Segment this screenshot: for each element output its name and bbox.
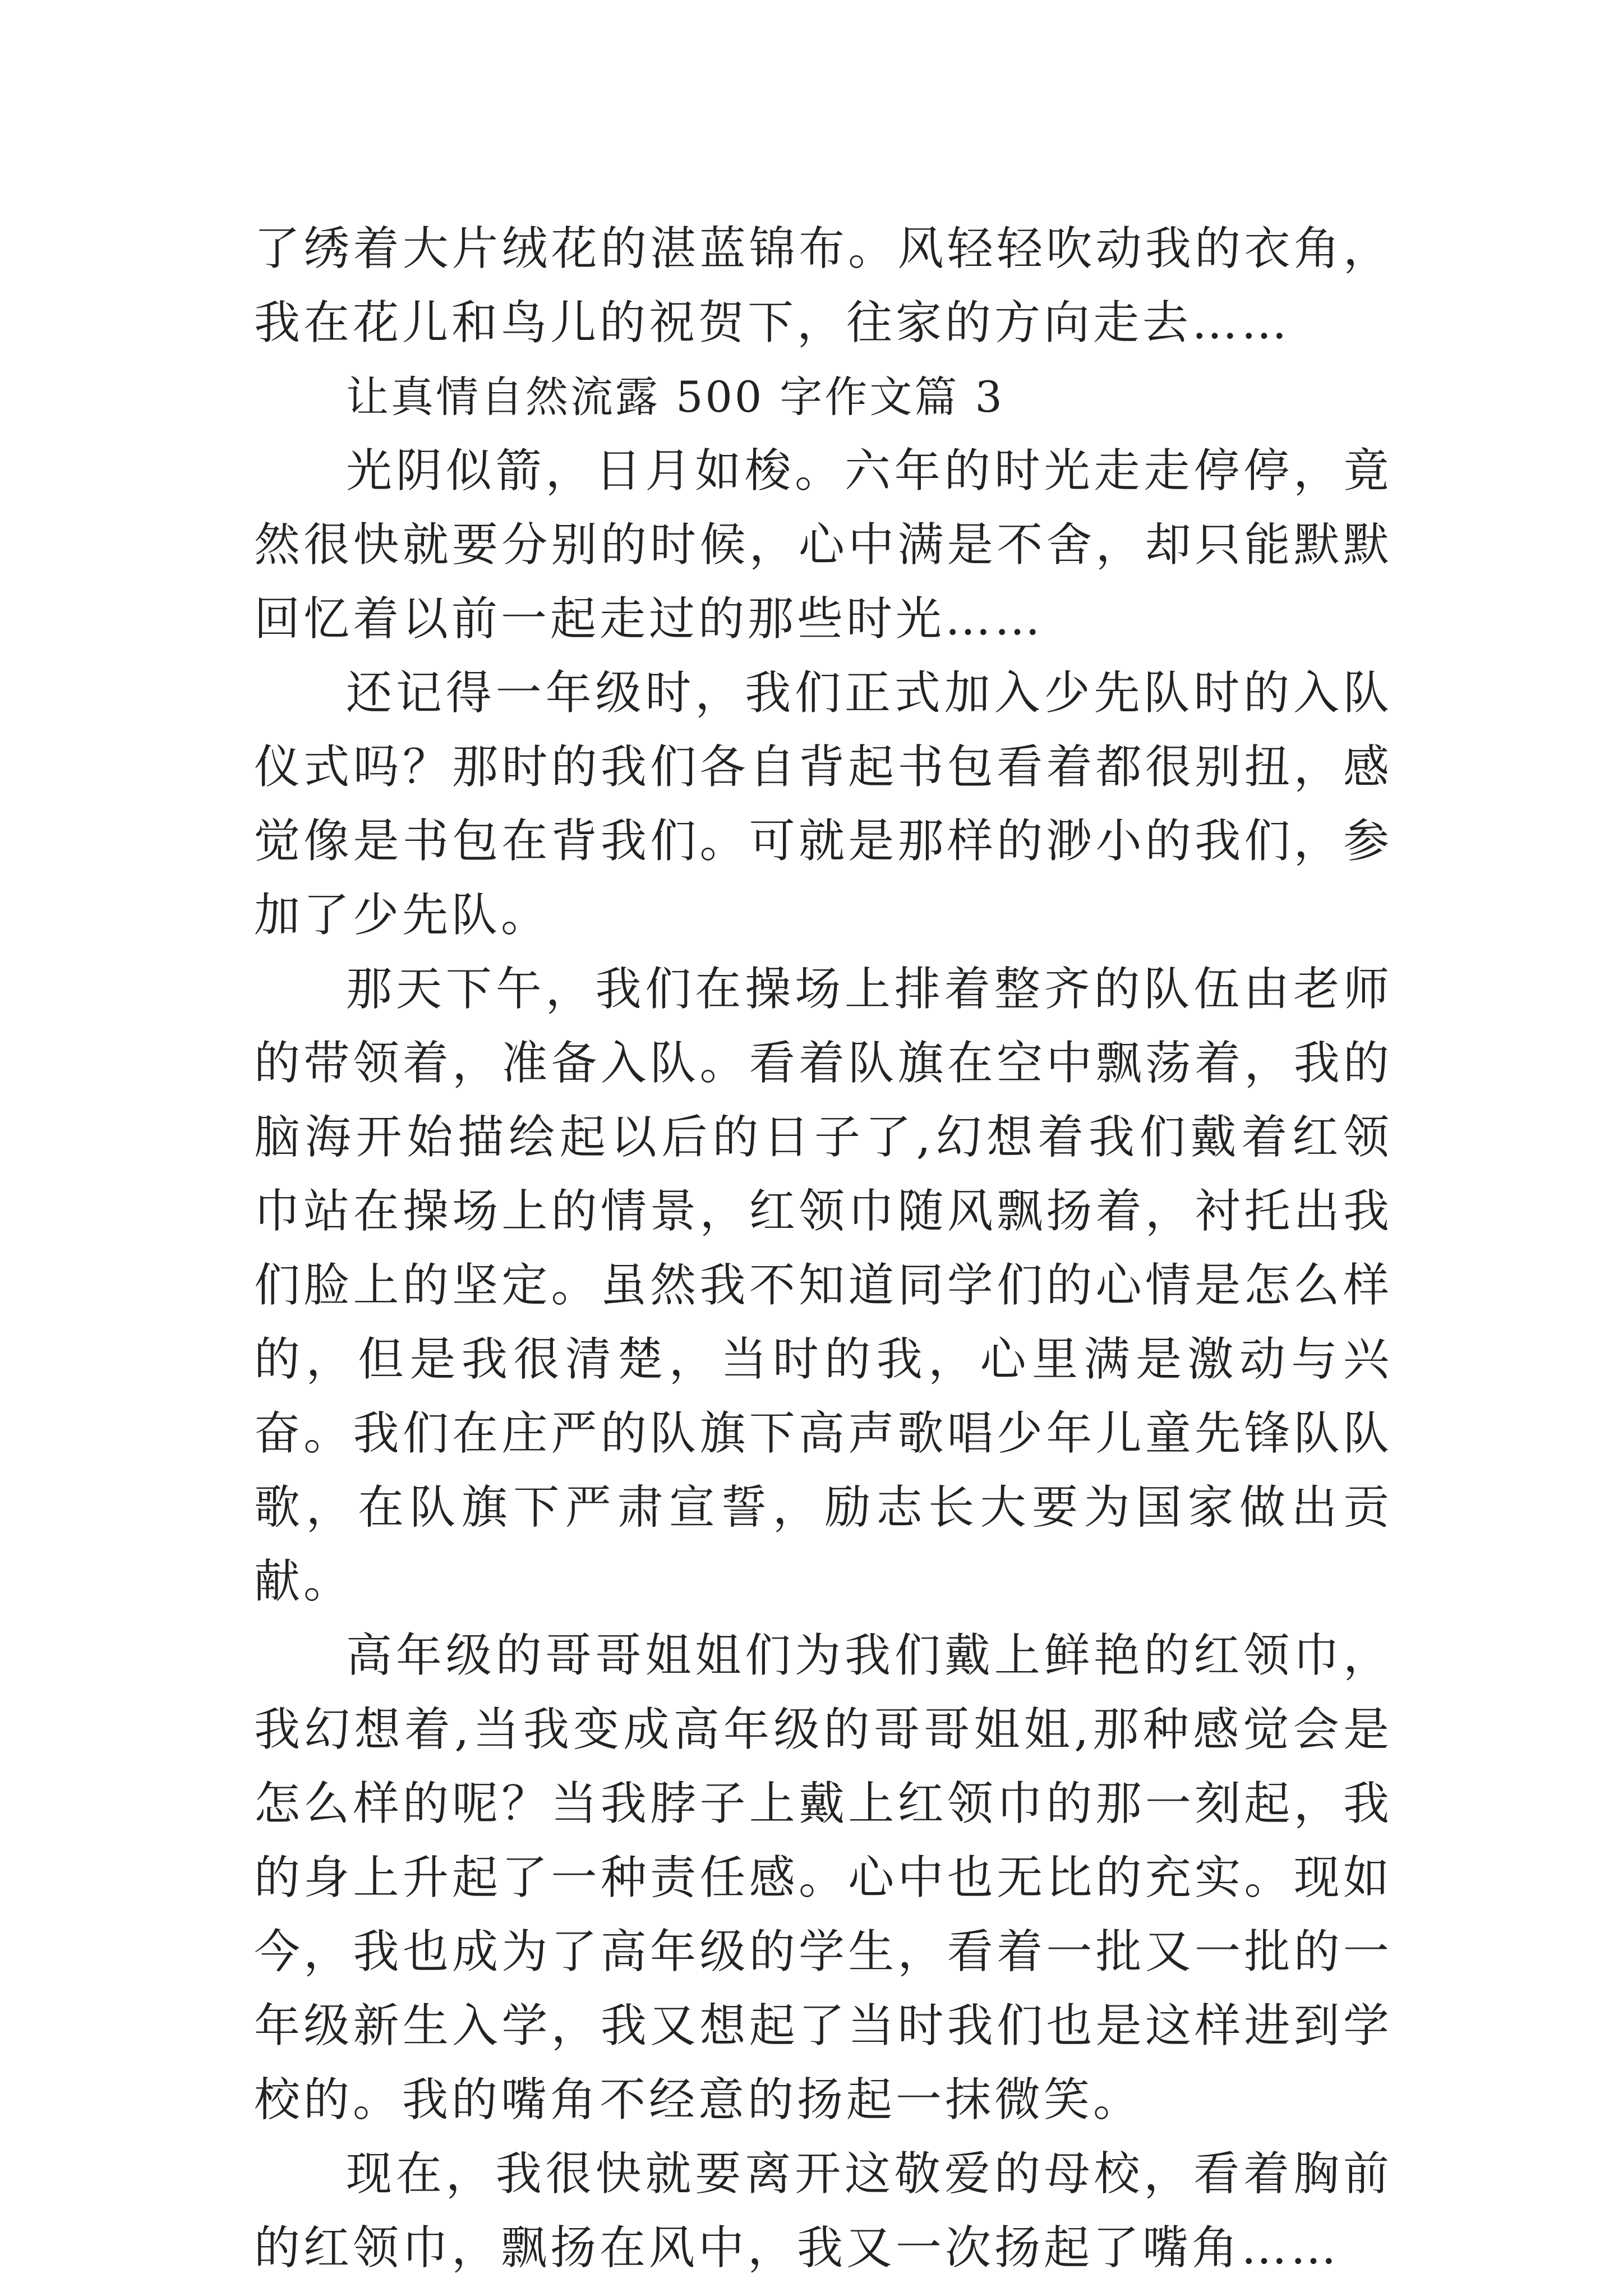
- paragraph-farewell: 现在，我很快就要离开这敬爱的母校，看着胸前的红领巾，飘扬在风中，我又一次扬起了嘴角……: [254, 2147, 1393, 2275]
- paragraph-opening: 光阴似箭，日月如梭。六年的时光走走停停，竟然很快就要分别的时候，心中满是不舍，却只能默默回忆着以前一起走过的那些时光……: [254, 444, 1393, 646]
- paragraph-first-grade-memory: 还记得一年级时，我们正式加入少先队时的入队仪式吗？那时的我们各自背起书包看着都很别扭，感觉像是书包在背我们。可就是那样的渺小的我们，参加了少先队。: [254, 666, 1393, 942]
- paragraph-continuation: 了绣着大片绒花的湛蓝锦布。风轻轻吹动我的衣角，我在花儿和鸟儿的祝贺下，往家的方向走去……: [254, 222, 1393, 349]
- essay-title: 让真情自然流露 500 字作文篇 3: [346, 372, 1004, 422]
- paragraph-red-scarf: 高年级的哥哥姐姐们为我们戴上鲜艳的红领巾，我幻想着,当我变成高年级的哥哥姐姐,那种感觉会是怎么样的呢？当我脖子上戴上红领巾的那一刻起，我的身上升起了一种责任感。心中也无比的充实。现如今，我也成为了高年级的学生，看着一批又一批的一年级新生入学，我又想起了当时我们也是这样进到学校的。我的嘴角不经意的扬起一抹微笑。: [254, 1629, 1393, 2127]
- paragraph-induction-ceremony: 那天下午，我们在操场上排着整齐的队伍由老师的带领着，准备入队。看着队旗在空中飘荡着，我的脑海开始描绘起以后的日子了,幻想着我们戴着红领巾站在操场上的情景，红领巾随风飘扬着，衬托出我们脸上的坚定。虽然我不知道同学们的心情是怎么样的，但是我很清楚，当时的我，心里满是激动与兴奋。我们在庄严的队旗下高声歌唱少年儿童先锋队队歌，在队旗下严肃宣誓，励志长大要为国家做出贡献。: [254, 963, 1393, 1608]
- essay-text-body: [254, 212, 1393, 2285]
